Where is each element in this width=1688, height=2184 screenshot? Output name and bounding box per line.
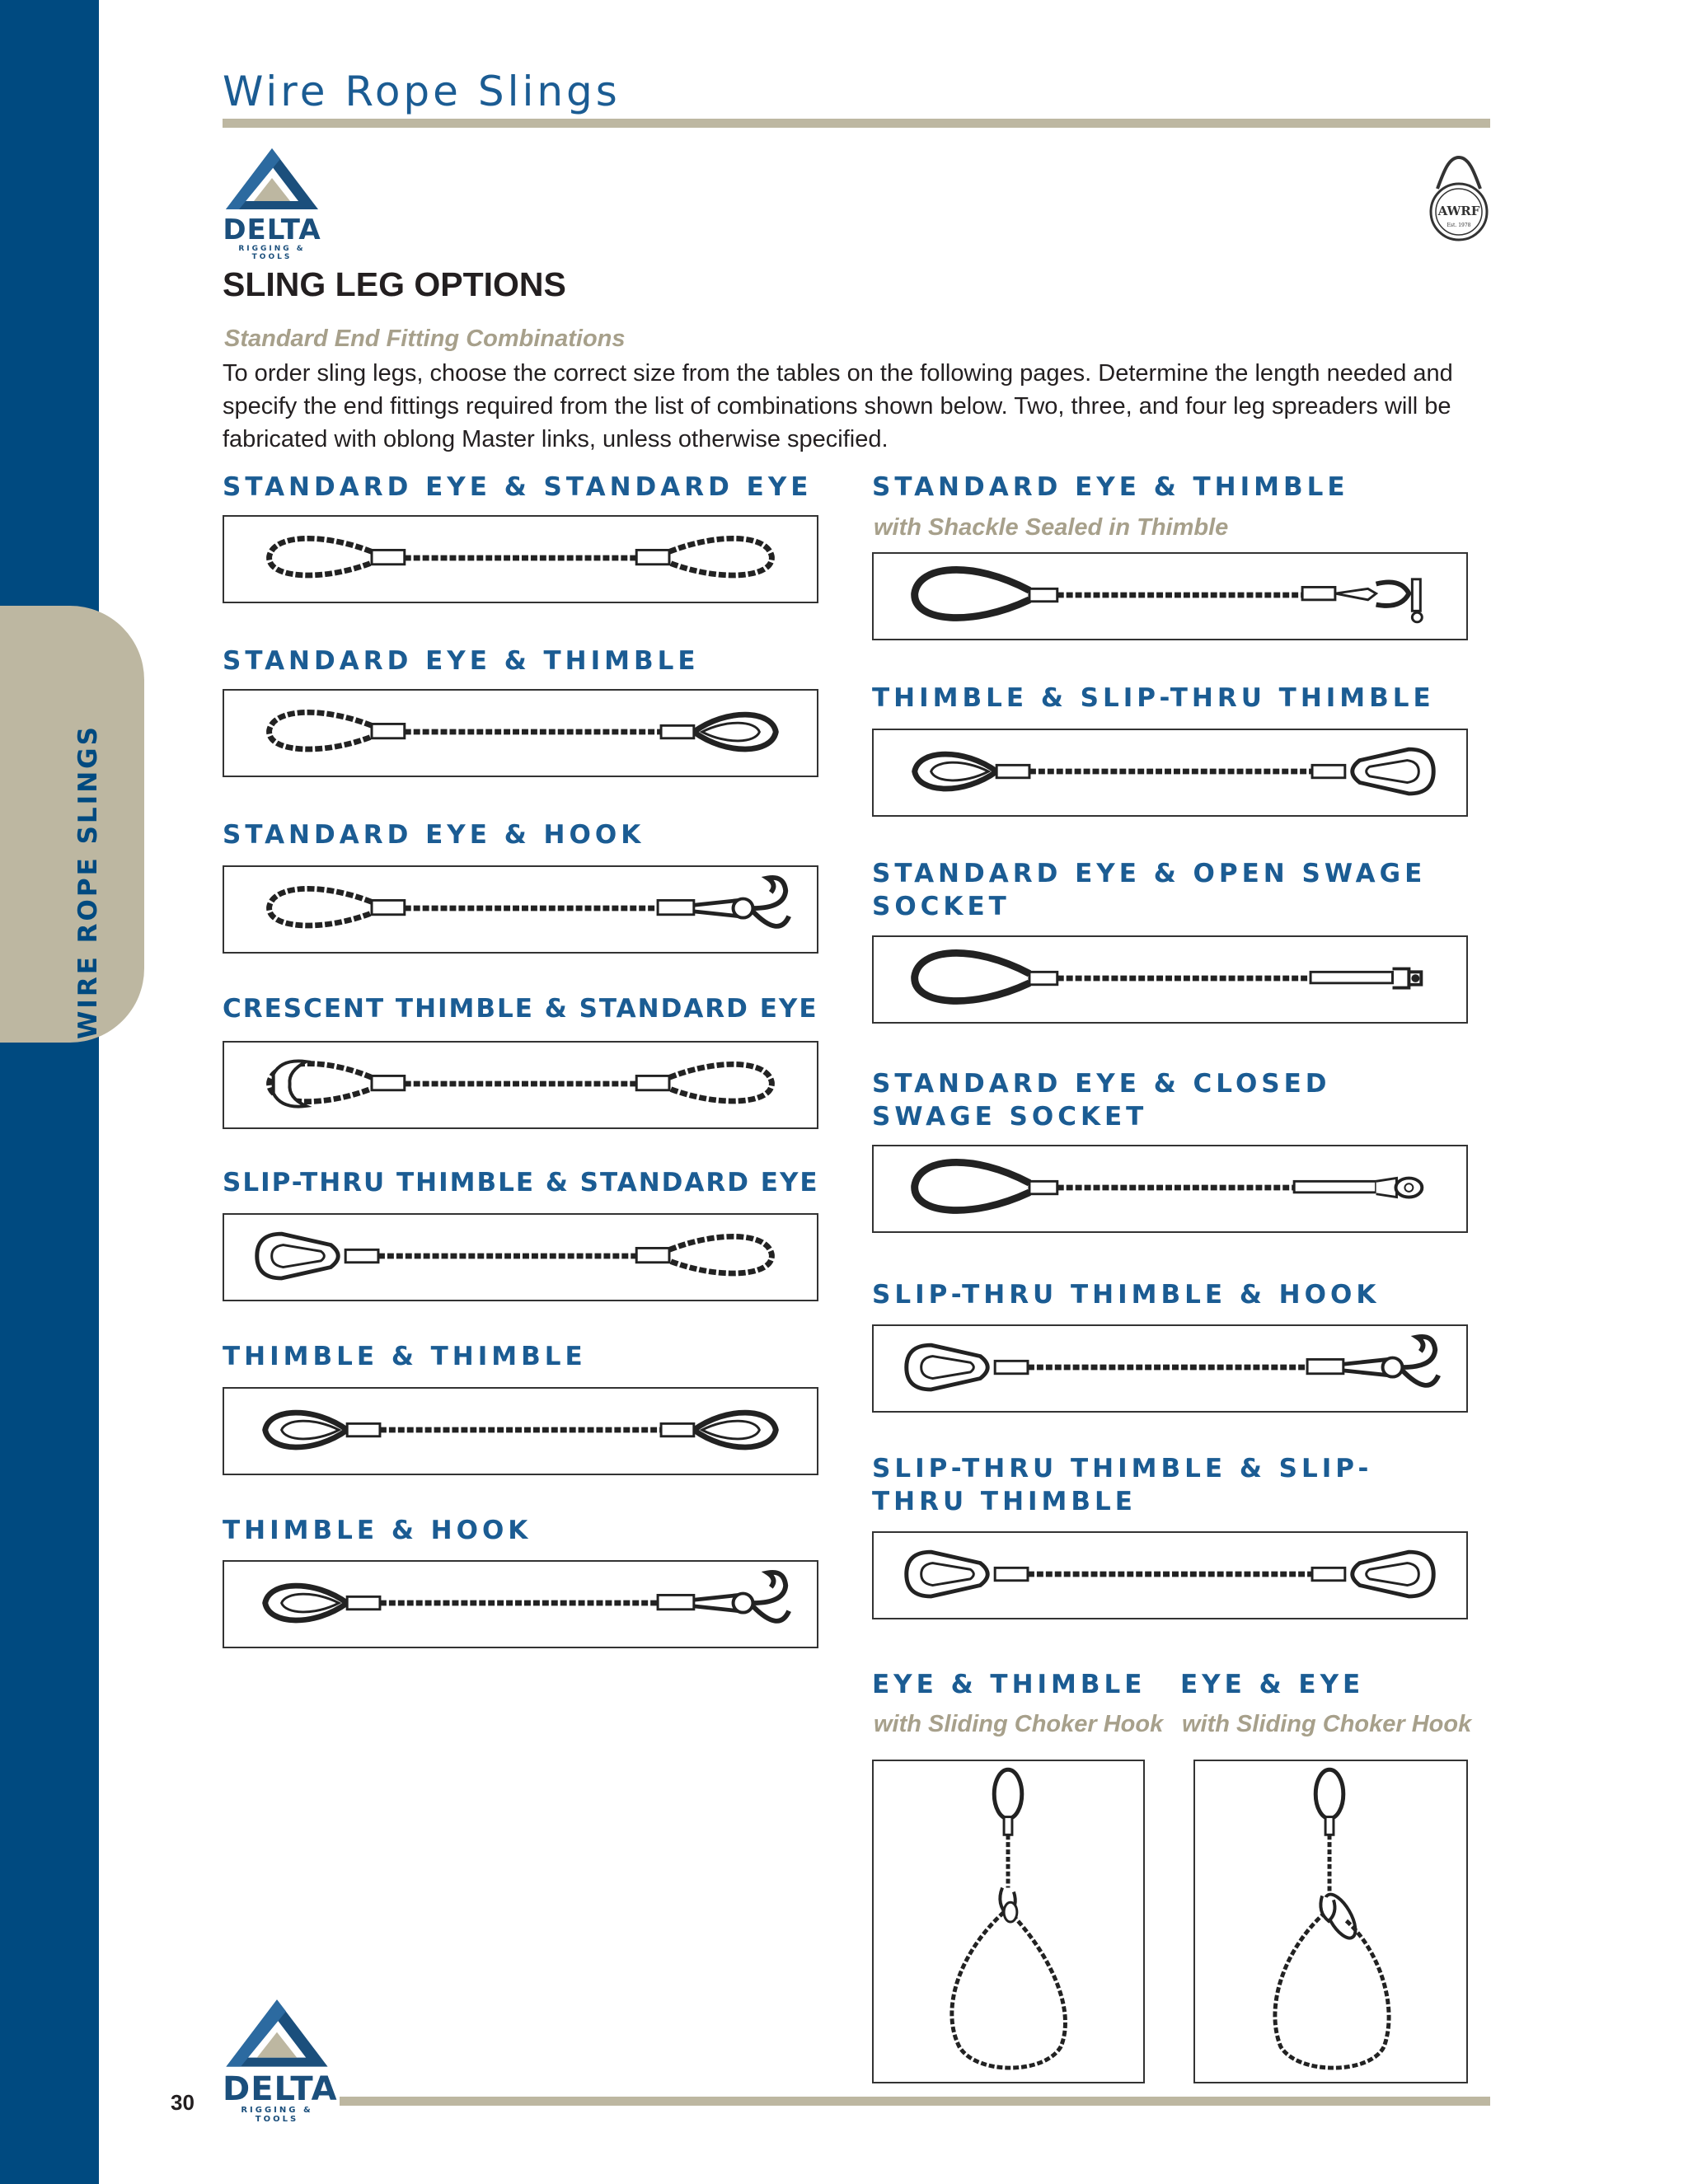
awrf-est: Est. 1978 xyxy=(1447,223,1471,228)
page-title: Wire Rope Slings xyxy=(223,68,621,115)
sling-illustration xyxy=(874,1326,1466,1411)
eye-fitting xyxy=(270,712,405,749)
sling-diagram xyxy=(223,1213,818,1301)
thimble-fitting xyxy=(265,1586,380,1620)
option-label: STANDARD EYE & THIMBLE xyxy=(872,472,1349,502)
eye-fitting xyxy=(270,888,405,926)
closedsocket-fitting xyxy=(1294,1179,1422,1197)
sling-diagram xyxy=(872,729,1468,817)
sling-diagram xyxy=(223,1041,818,1129)
section-tab-label: WIRE ROPE SLINGS xyxy=(73,724,103,1039)
sling-illustration xyxy=(224,691,817,776)
option-label: THRU THIMBLE xyxy=(872,1487,1137,1516)
sling-diagram xyxy=(223,865,818,954)
sling-diagram xyxy=(223,515,818,603)
hook-fitting xyxy=(1307,1337,1438,1385)
delta-logo-footer xyxy=(223,1998,338,2124)
logo-word: DELTA xyxy=(223,213,321,246)
intro-line: fabricated with oblong Master links, unless otherwise specified. xyxy=(223,426,889,452)
intro-line: specify the end fittings required from the list of combinations shown below. Two, three, and four leg spreaders will be xyxy=(223,393,1451,419)
sling-diagram xyxy=(223,1387,818,1475)
sling-illustration xyxy=(224,1562,817,1647)
section-heading: SLING LEG OPTIONS xyxy=(223,265,566,303)
logo-tagline: RIGGING & TOOLS xyxy=(241,2106,313,2124)
option-label: STANDARD EYE & OPEN SWAGE xyxy=(872,859,1427,888)
sling-diagram xyxy=(872,935,1468,1024)
crescent-fitting xyxy=(270,1061,405,1106)
bigeye-fitting xyxy=(915,1162,1057,1210)
delta-triangle-icon xyxy=(223,147,321,213)
awrf-text: AWRF xyxy=(1437,204,1480,218)
sling-illustration xyxy=(874,730,1466,815)
thimble-fitting xyxy=(661,715,776,749)
option-label: THIMBLE & SLIP-THRU THIMBLE xyxy=(872,683,1435,713)
shackle-fitting xyxy=(1302,579,1422,622)
sling-diagram xyxy=(872,552,1468,640)
option-label: STANDARD EYE & HOOK xyxy=(223,820,645,850)
header-rule xyxy=(223,119,1490,128)
sling-diagram xyxy=(223,689,818,777)
intro-paragraph xyxy=(223,357,1459,456)
sling-illustration xyxy=(874,554,1466,639)
option-label: SOCKET xyxy=(872,892,1010,921)
sling-diagram xyxy=(872,1531,1468,1619)
awrf-badge xyxy=(1426,152,1492,243)
section-tab xyxy=(0,606,144,1043)
page-number: 30 xyxy=(171,2090,195,2115)
sling-illustration xyxy=(874,1146,1466,1231)
sling-illustration xyxy=(224,1215,817,1300)
choker-sling-illustration xyxy=(874,1761,1143,2082)
eye-fitting xyxy=(270,538,405,575)
slipthru-fitting xyxy=(907,1552,1028,1596)
eye-fitting xyxy=(636,1236,771,1273)
spine-bar xyxy=(0,0,99,2184)
choker-diagram xyxy=(1193,1760,1468,2083)
option-label: SLIP-THRU THIMBLE & HOOK xyxy=(872,1280,1381,1310)
option-note: with Sliding Choker Hook xyxy=(874,1711,1164,1737)
hook-fitting xyxy=(658,1572,789,1621)
option-label: STANDARD EYE & THIMBLE xyxy=(223,646,700,676)
option-label: EYE & THIMBLE xyxy=(872,1670,1146,1699)
option-note: with Sliding Choker Hook xyxy=(1182,1711,1472,1737)
slipthru-fitting xyxy=(907,1345,1028,1390)
sling-illustration xyxy=(874,1533,1466,1618)
bigeye-fitting xyxy=(915,953,1057,1001)
option-label: CRESCENT THIMBLE & STANDARD EYE xyxy=(223,994,818,1024)
choker-sling-illustration xyxy=(1195,1761,1466,2082)
sling-illustration xyxy=(874,937,1466,1022)
intro-line: To order sling legs, choose the correct size from the tables on the following pages. Determine the length needed and xyxy=(223,360,1453,387)
slipthru-fitting xyxy=(1312,749,1433,794)
thimble-fitting xyxy=(915,754,1029,789)
sling-illustration xyxy=(224,1389,817,1474)
eye-fitting xyxy=(636,1064,771,1101)
option-label: STANDARD EYE & CLOSED xyxy=(872,1069,1331,1099)
option-label: EYE & EYE xyxy=(1180,1670,1365,1699)
sling-illustration xyxy=(224,1043,817,1127)
eye-fitting xyxy=(636,538,771,575)
sling-diagram xyxy=(223,1560,818,1648)
slipthru-fitting xyxy=(1312,1552,1433,1596)
option-label: STANDARD EYE & STANDARD EYE xyxy=(223,472,813,502)
sling-diagram xyxy=(872,1324,1468,1413)
slipthru-fitting xyxy=(257,1234,378,1278)
footer-rule xyxy=(340,2097,1490,2106)
option-note: with Shackle Sealed in Thimble xyxy=(874,514,1229,541)
hook-fitting xyxy=(658,878,789,926)
sling-illustration xyxy=(224,867,817,952)
logo-word: DELTA xyxy=(223,2070,338,2108)
sling-diagram xyxy=(872,1145,1468,1233)
option-label: THIMBLE & HOOK xyxy=(223,1516,532,1545)
delta-triangle-icon xyxy=(223,1998,331,2070)
section-subheading: Standard End Fitting Combinations xyxy=(224,326,626,352)
option-label: THIMBLE & THIMBLE xyxy=(223,1342,587,1371)
bigeye-fitting xyxy=(915,569,1057,617)
option-label: SLIP-THRU THIMBLE & SLIP- xyxy=(872,1454,1373,1483)
logo-tagline: RIGGING & TOOLS xyxy=(238,245,306,261)
option-label: SWAGE SOCKET xyxy=(872,1102,1148,1132)
sling-illustration xyxy=(224,517,817,602)
option-label: SLIP-THRU THIMBLE & STANDARD EYE xyxy=(223,1168,819,1197)
choker-diagram xyxy=(872,1760,1145,2083)
delta-logo xyxy=(223,147,321,261)
thimble-fitting xyxy=(661,1413,776,1447)
thimble-fitting xyxy=(265,1413,380,1447)
opensocket-fitting xyxy=(1311,969,1421,988)
